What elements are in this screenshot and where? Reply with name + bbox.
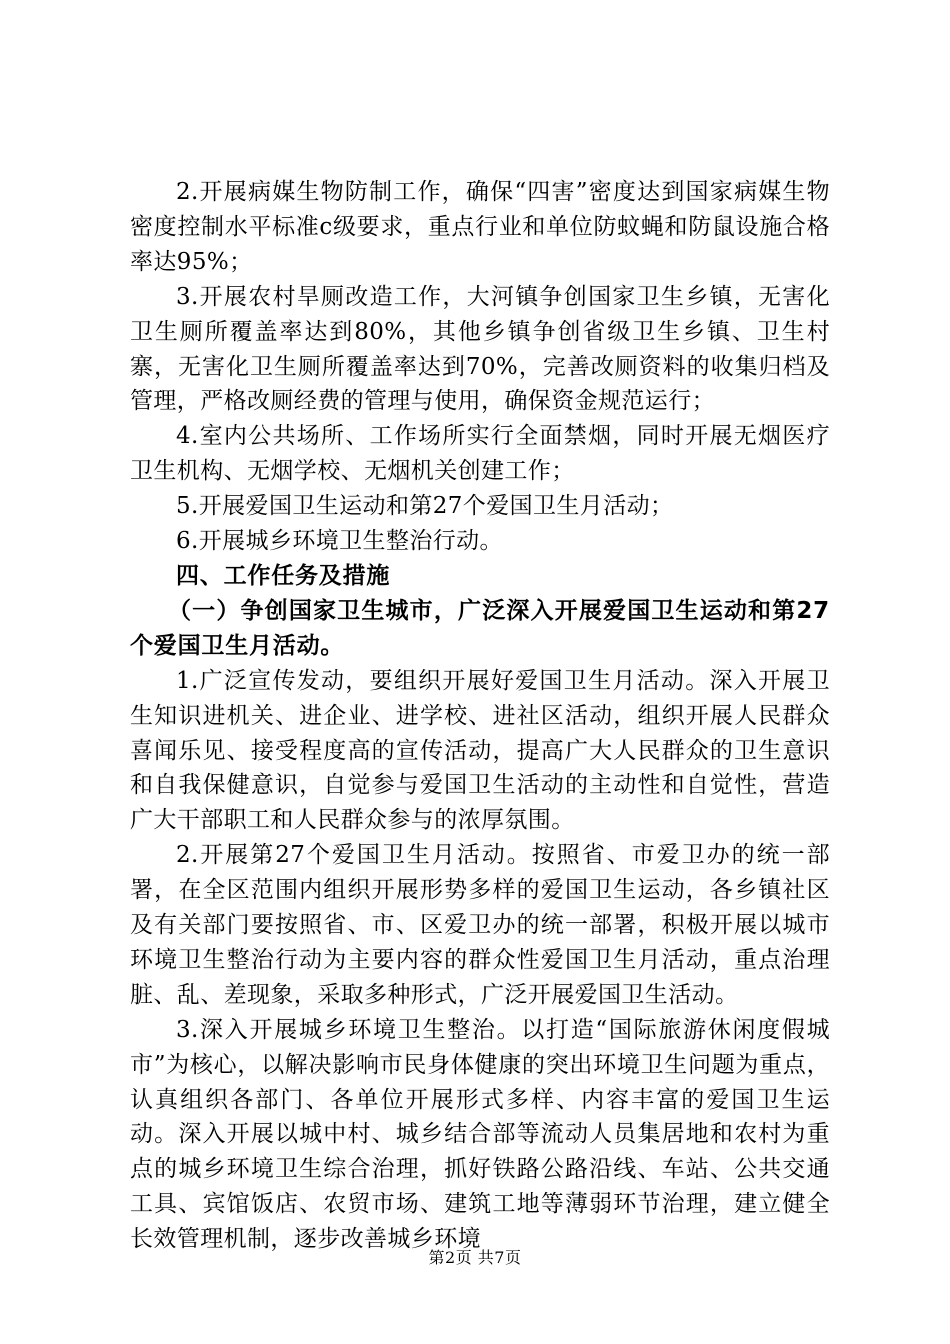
subsection-heading: （一）争创国家卫生城市，广泛深入开展爱国卫生运动和第27个爱国卫生月活动。 [130, 597, 830, 659]
paragraph-item-2: 2.开展病媒生物防制工作，确保“四害”密度达到国家病媒生物密度控制水平标准c级要求，重点行业和单位防蚊蝇和防鼠设施合格率达95%； [130, 179, 830, 275]
paragraph-item-5: 5.开展爱国卫生运动和第27个爱国卫生月活动； [176, 493, 674, 520]
paragraph-task-1: 1.广泛宣传发动，要组织开展好爱国卫生月活动。深入开展卫生知识进机关、进企业、进学校、进社区活动，组织开展人民群众喜闻乐见、接受程度高的宣传活动，提高广大人民群众的卫生意识和自我保健意识，自觉参与爱国卫生活动的主动性和自觉性，营造广大干部职工和人民群众参与的浓厚氛围。 [130, 667, 830, 834]
paragraph-item-4: 4.室内公共场所、工作场所实行全面禁烟，同时开展无烟医疗卫生机构、无烟学校、无烟机关创建工作； [130, 423, 830, 485]
paragraph-item-6: 6.开展城乡环境卫生整治行动。 [176, 528, 503, 555]
section-heading: 四、工作任务及措施 [176, 562, 391, 589]
page-number-footer: 第2页 共7页 [428, 1248, 522, 1267]
paragraph-task-2: 2.开展第27个爱国卫生月活动。按照省、市爱卫办的统一部署，在全区范围内组织开展形势多样的爱国卫生运动，各乡镇社区及有关部门要按照省、市、区爱卫办的统一部署，积极开展以城市环境卫生整治行动为主要内容的群众性爱国卫生月活动，重点治理脏、乱、差现象，采取多种形式，广泛开展爱国卫生活动。 [130, 842, 830, 1008]
document-body [130, 175, 830, 1257]
paragraph-item-3: 3.开展农村旱厕改造工作，大河镇争创国家卫生乡镇，无害化卫生厕所覆盖率达到80%，其他乡镇争创省级卫生乡镇、卫生村寨，无害化卫生厕所覆盖率达到70%，完善改厕资料的收集归档及管理，严格改厕经费的管理与使用，确保资金规范运行； [130, 283, 830, 415]
paragraph-task-3: 3.深入开展城乡环境卫生整治。以打造“国际旅游休闲度假城市”为核心，以解决影响市民身体健康的突出环境卫生问题为重点，认真组织各部门、各单位开展形式多样、内容丰富的爱国卫生运动。深入开展以城中村、城乡结合部等流动人员集居地和农村为重点的城乡环境卫生综合治理，抓好铁路公路沿线、车站、公共交通工具、宾馆饭店、农贸市场、建筑工地等薄弱环节治理，建立健全长效管理机制，逐步改善城乡环境 [130, 1016, 830, 1253]
